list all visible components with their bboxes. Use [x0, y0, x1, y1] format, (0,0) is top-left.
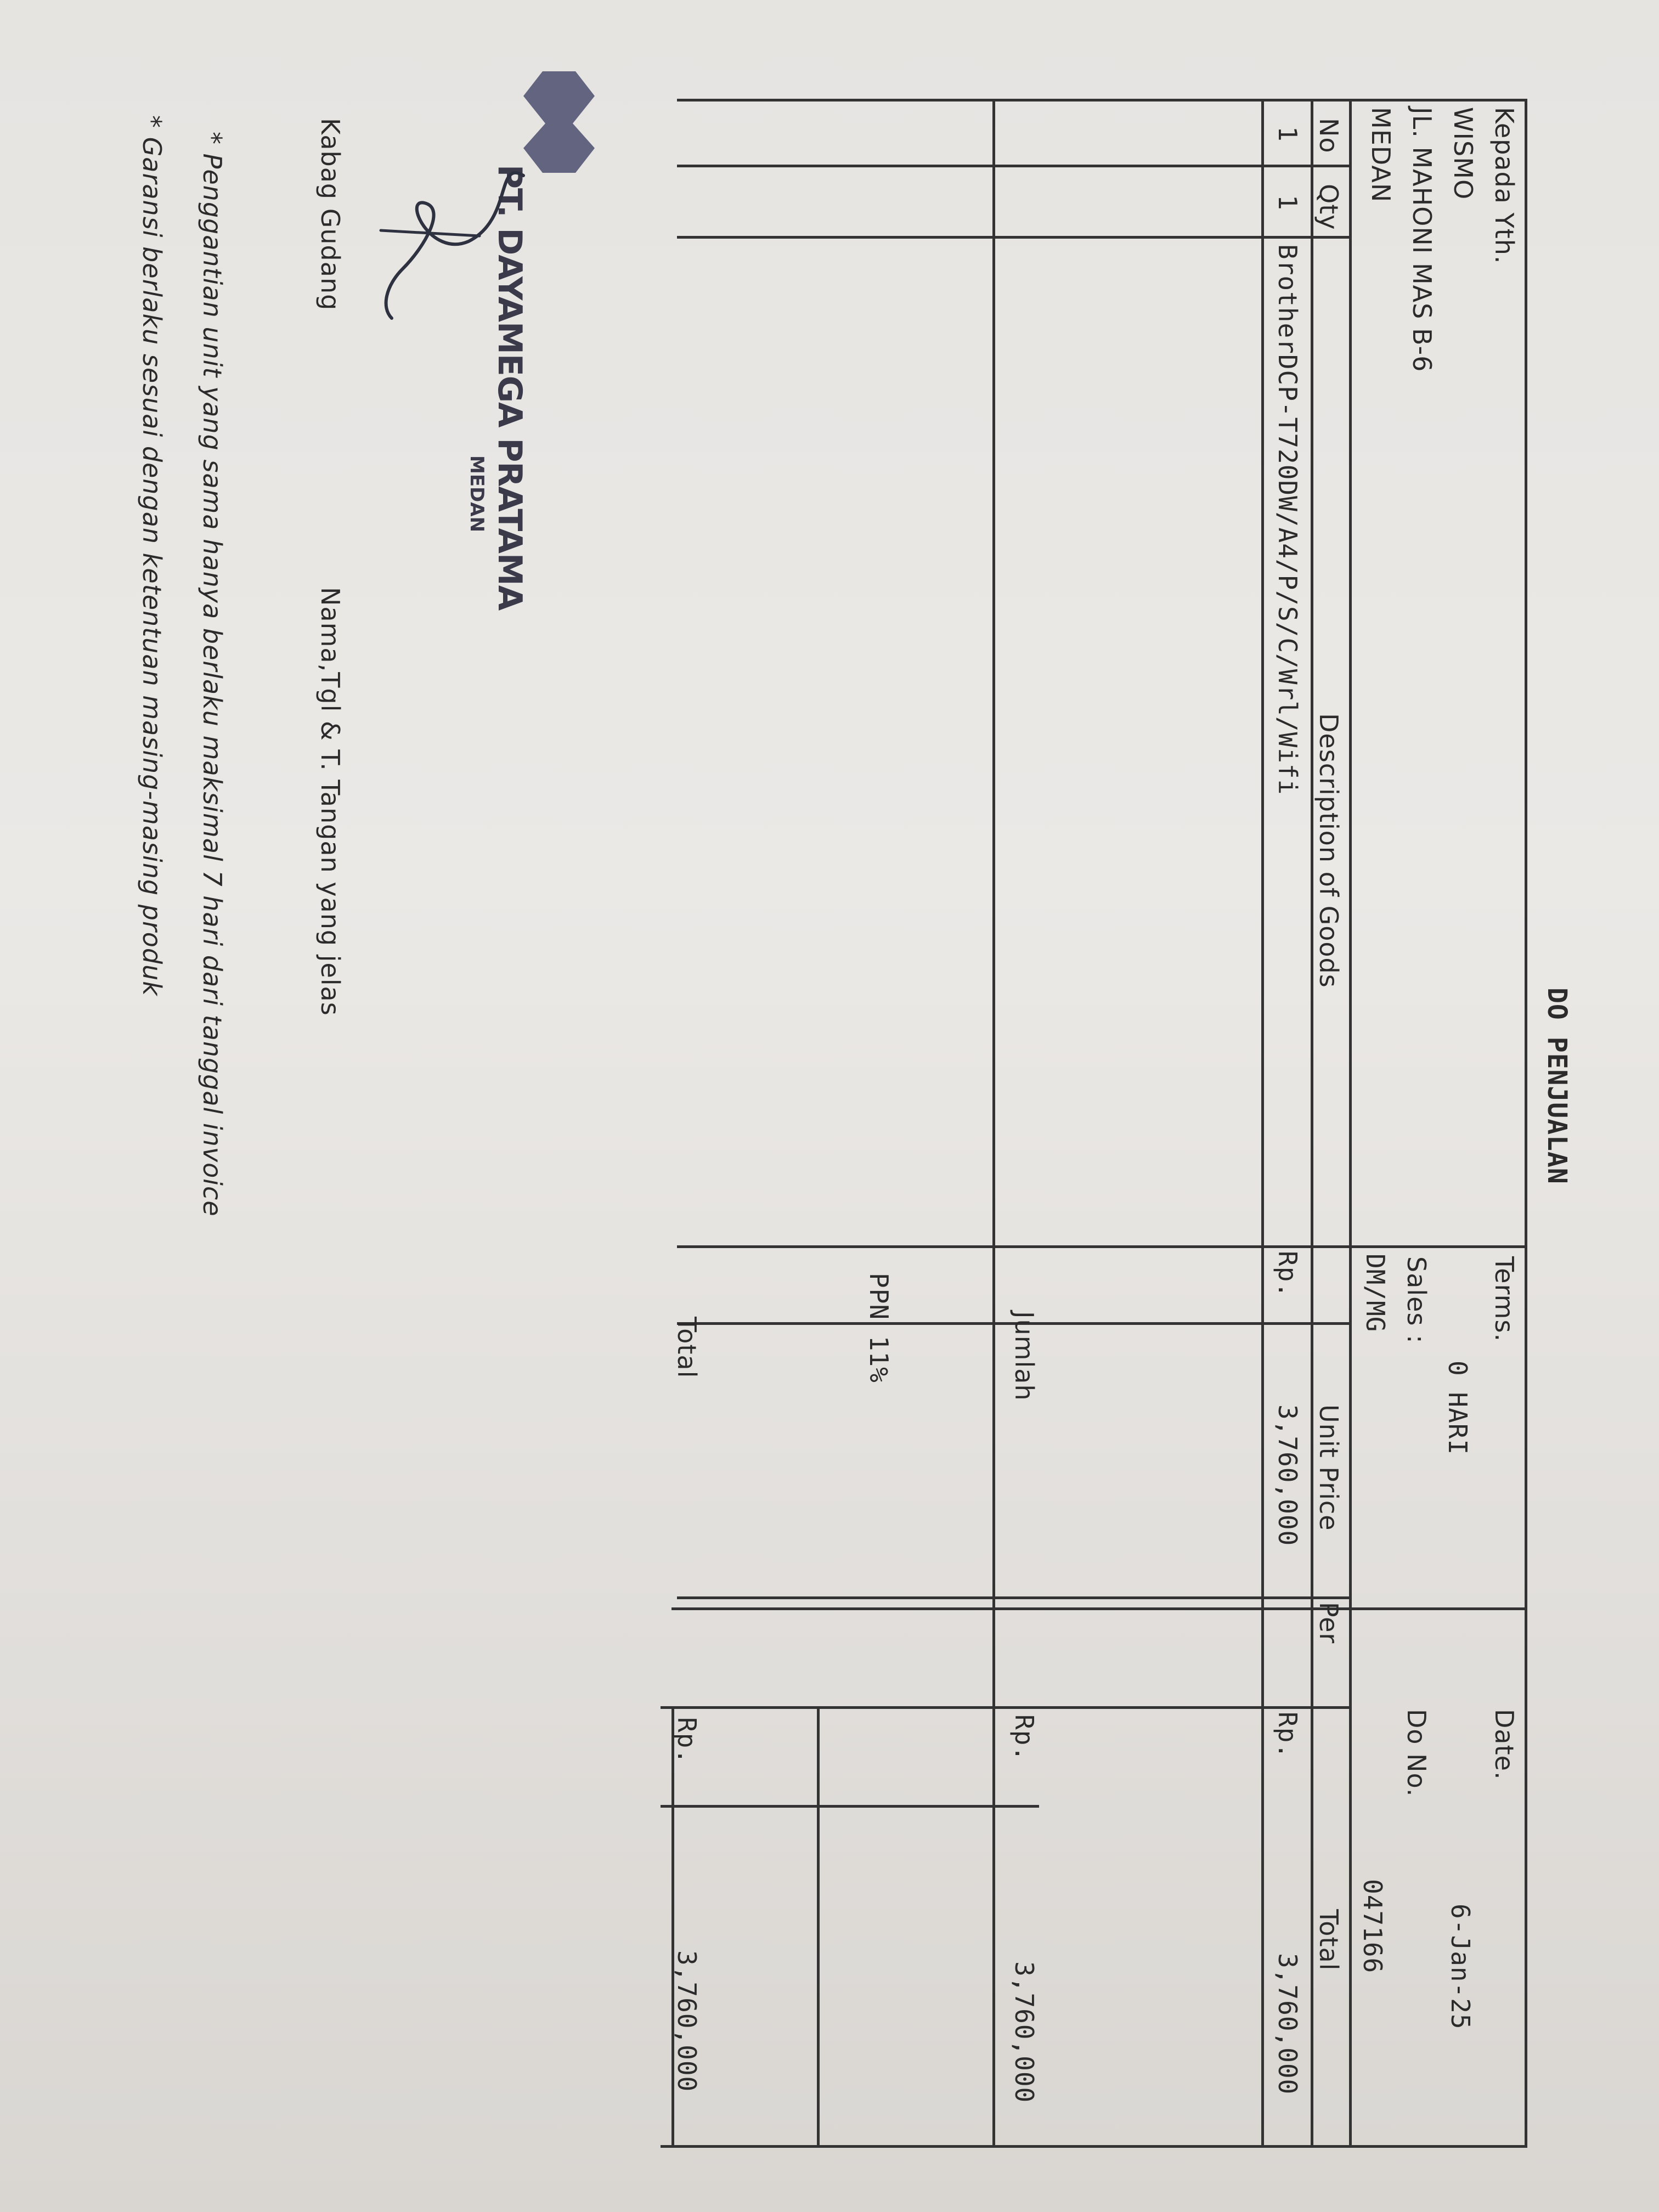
frame-top [1525, 99, 1527, 1607]
document-title: DO PENJUALAN [1542, 988, 1572, 1184]
to-name: WISMO [1448, 107, 1478, 200]
ppn-label: PPN 11% [864, 1273, 894, 1383]
frame-right [672, 1607, 1527, 1610]
header-no: No [1314, 118, 1344, 154]
company-city: MEDAN [466, 455, 488, 533]
role-label: Kabag Gudang [315, 118, 345, 311]
name-signature-label: Nama,Tgl & T. Tangan yang jelas [315, 587, 345, 1016]
total-label: Total [672, 1317, 702, 1379]
header-unit-price: Unit Price [1314, 1404, 1344, 1531]
handwritten-signature-icon [364, 154, 545, 329]
to-city: MEDAN [1366, 107, 1396, 203]
col-sep-desc [677, 1245, 1352, 1248]
table-header-bottom [1311, 99, 1313, 2145]
col-sep-total-left [661, 1805, 1039, 1808]
to-address: JL. MAHONI MAS B-6 [1407, 107, 1437, 373]
row-bottom-line [1261, 99, 1264, 2145]
col-sep-per [661, 1706, 1352, 1709]
jumlah-value: 3,760,000 [1009, 1961, 1039, 2103]
do-no-label: Do No. [1402, 1709, 1431, 1797]
row-qty: 1 [1273, 195, 1302, 211]
header-total: Total [1314, 1909, 1344, 1971]
col-sep-price [677, 1596, 1352, 1599]
jumlah-currency: Rp. [1009, 1714, 1039, 1762]
note-warranty: * Garansi berlaku sesuai dengan ketentuan masing-masing produk [137, 115, 167, 996]
total-currency: Rp. [672, 1717, 702, 1765]
col-sep-no [677, 165, 1352, 167]
row-currency-total: Rp. [1273, 1712, 1302, 1759]
row-description: BrotherDCP-T720DW/A4/P/S/C/Wrl/Wifi [1273, 244, 1302, 795]
do-no-value: 047166 [1358, 1879, 1387, 1974]
row-no: 1 [1273, 126, 1302, 142]
table-right-border [661, 2145, 1527, 2148]
to-label: Kepada Yth. [1489, 107, 1519, 264]
terms-value: 0 HARI [1443, 1361, 1472, 1455]
row-total: 3,760,000 [1273, 1953, 1302, 2095]
header-qty: Qty [1314, 184, 1344, 230]
frame-left [677, 99, 1527, 101]
sales-value: DM/MG [1361, 1254, 1390, 1333]
date-value: 6-Jan-25 [1446, 1904, 1475, 2030]
summary-mid [817, 1706, 820, 2145]
col-sep-qty [677, 236, 1352, 239]
date-label: Date. [1489, 1709, 1519, 1780]
row-currency-unit: Rp. [1273, 1251, 1302, 1299]
summary-top [992, 1706, 995, 2145]
total-value: 3,760,000 [672, 1950, 702, 2092]
header-per: Per [1314, 1602, 1344, 1644]
row-unit-price: 3,760,000 [1273, 1404, 1302, 1547]
table-top-line [1349, 99, 1352, 2145]
company-name: PT. DAYAMEGA PRATAMA [490, 165, 529, 611]
frame-top-right [1525, 1607, 1527, 2145]
terms-label: Terms. [1489, 1256, 1519, 1342]
sales-label: Sales : [1402, 1256, 1431, 1344]
note-replacement: * Penggantian unit yang sama hanya berlaku maksimal 7 hari dari tanggal invoice [198, 132, 227, 1217]
jumlah-label: Jumlah [1009, 1311, 1039, 1401]
header-description: Description of Goods [1314, 713, 1344, 988]
